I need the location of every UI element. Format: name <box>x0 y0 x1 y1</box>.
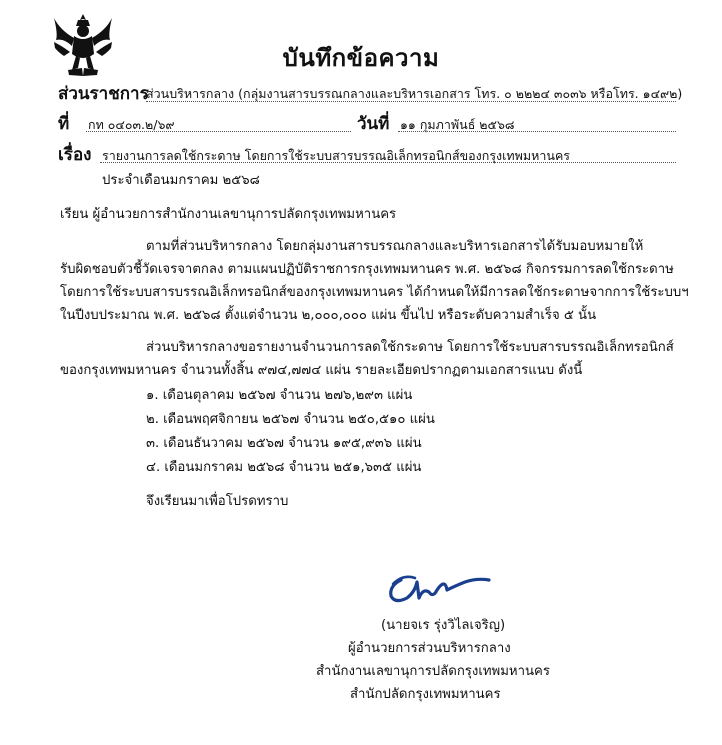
closing-text: จึงเรียนมาเพื่อโปรดทราบ <box>146 494 289 509</box>
paragraph1-line: รับผิดชอบตัวชี้วัดเจรจาตกลง ตามแผนปฏิบัติราชการกรุงเทพมหานคร พ.ศ. ๒๕๖๘ กิจกรรมการลดใช้กระดาษ <box>60 262 674 277</box>
signer-agency: สำนักปลัดกรุงเทพมหานคร <box>350 687 501 702</box>
paragraph1-line: ตามที่ส่วนบริหารกลาง โดยกลุ่มงานสารบรรณกลางและบริหารเอกสารได้รับมอบหมายให้ <box>146 239 644 254</box>
salutation: เรียน ผู้อำนวยการสำนักงานเลขานุการปลัดกรุงเทพมหานคร <box>60 207 397 222</box>
subject-line2: ประจำเดือนมกราคม ๒๕๖๘ <box>102 173 260 188</box>
memo-title: บันทึกข้อความ <box>282 44 440 72</box>
dept-dotline <box>146 101 676 102</box>
subject-dotline <box>100 162 676 163</box>
list-item: ๔. เดือนมกราคม ๒๕๖๘ จำนวน ๒๕๑,๖๓๕ แผ่น <box>146 460 422 475</box>
list-item: ๒. เดือนพฤศจิกายน ๒๕๖๗ จำนวน ๒๕๐,๕๑๐ แผ่น <box>146 412 435 427</box>
signer-position: ผู้อำนวยการส่วนบริหารกลาง <box>348 641 511 656</box>
subject-label: เรื่อง <box>58 145 92 165</box>
list-item: ๑. เดือนตุลาคม ๒๕๖๗ จำนวน ๒๗๖,๒๙๓ แผ่น <box>146 388 413 403</box>
signature-image <box>385 568 495 608</box>
date-label: วันที่ <box>357 114 390 134</box>
signer-name: (นายจเร รุ่งวิไลเจริญ) <box>381 618 506 633</box>
date-value: ๑๑ กุมภาพันธ์ ๒๕๖๘ <box>400 117 515 132</box>
dept-value: ส่วนบริหารกลาง (กลุ่มงานสารบรรณกลางและบริหารเอกสาร โทร. ๐ ๒๒๒๔ ๓๐๓๖ หรือโทร. ๑๔๙๒) <box>146 86 683 101</box>
paragraph1-line: ในปีงบประมาณ พ.ศ. ๒๕๖๘ ตั้งแต่จำนวน ๒,๐๐๐,๐๐๐ แผ่น ขึ้นไป หรือระดับความสำเร็จ ๕ นั้น <box>60 308 597 323</box>
list-item: ๓. เดือนธันวาคม ๒๕๖๗ จำนวน ๑๙๕,๙๓๖ แผ่น <box>146 436 422 451</box>
dept-label: ส่วนราชการ <box>58 84 149 104</box>
doc-no-label: ที่ <box>58 114 70 134</box>
subject-line1: รายงานการลดใช้กระดาษ โดยการใช้ระบบสารบรรณอิเล็กทรอนิกส์ของกรุงเทพมหานคร <box>102 148 571 163</box>
doc-no-value: กท ๐๔๐๓.๒/๖๙ <box>88 117 175 132</box>
date-dotline <box>398 131 676 132</box>
paragraph2-line: ของกรุงเทพมหานคร จำนวนทั้งสิ้น ๙๗๔,๗๗๔ แผ่น รายละเอียดปรากฏตามเอกสารแนบ ดังนี้ <box>60 363 583 378</box>
signer-office: สำนักงานเลขานุการปลัดกรุงเทพมหานคร <box>316 664 550 679</box>
paragraph2-line: ส่วนบริหารกลางขอรายงานจำนวนการลดใช้กระดาษ โดยการใช้ระบบสารบรรณอิเล็กทรอนิกส์ <box>146 340 674 355</box>
doc-no-dotline <box>86 131 351 132</box>
paragraph1-line: โดยการใช้ระบบสารบรรณอิเล็กทรอนิกส์ของกรุงเทพมหานคร ได้กำหนดให้มีการลดใช้กระดาษจากการใช้ระบบฯ <box>60 285 689 300</box>
